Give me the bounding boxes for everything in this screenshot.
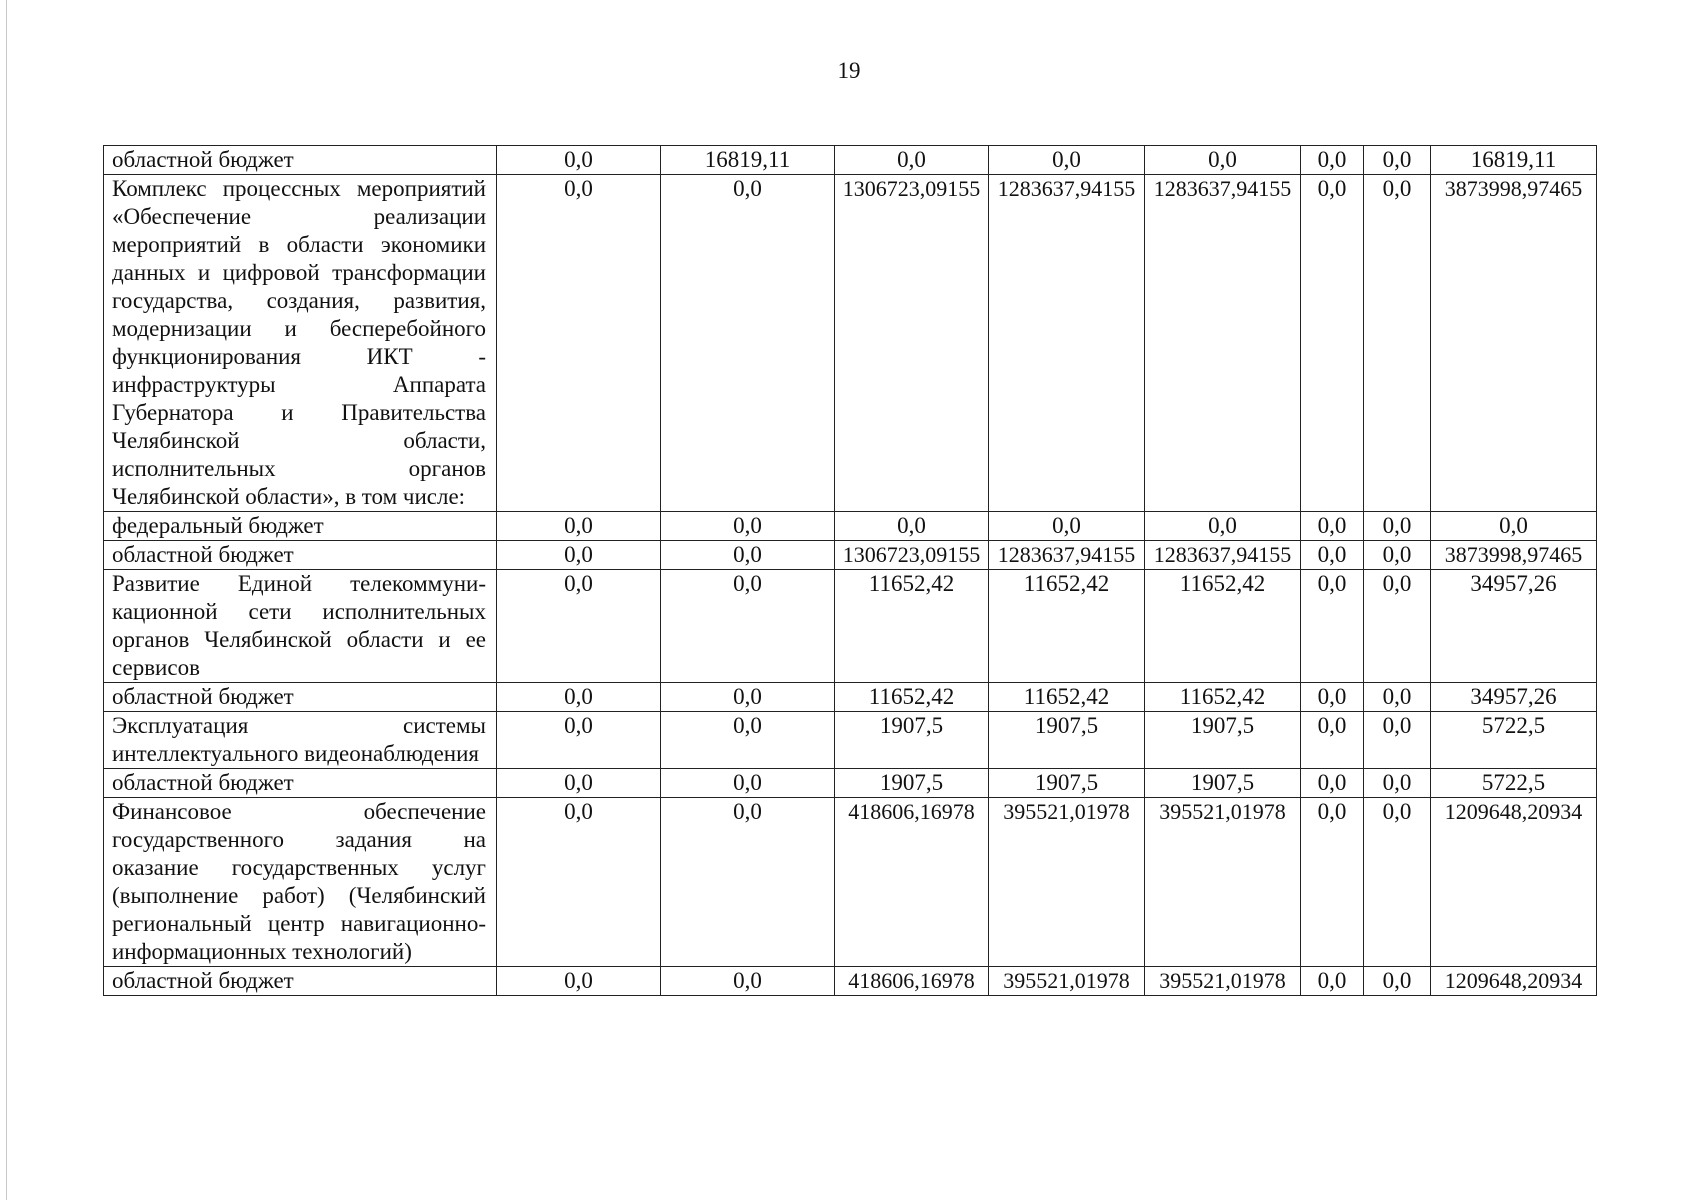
value-cell: 11652,42 (1145, 683, 1301, 712)
value-cell: 16819,11 (661, 146, 835, 175)
value-cell: 0,0 (497, 712, 661, 769)
table-row (104, 570, 1597, 683)
row-name: Финансовое обеспечение государственного задания на оказание государственных услуг (выполнение работ) (Челябинский региональный центр навигационно-информационных технологий) (104, 798, 497, 967)
value-cell: 0,0 (661, 541, 835, 570)
table-row (104, 541, 1597, 570)
value-cell: 0,0 (835, 512, 989, 541)
value-cell: 1283637,94155 (989, 541, 1145, 570)
value-cell: 0,0 (661, 570, 835, 683)
value-cell: 0,0 (1364, 175, 1431, 512)
value-cell: 1306723,09155 (835, 541, 989, 570)
row-name: Комплекс процессных мероприятий «Обеспечение реализации мероприятий в области экономики данных и цифровой трансформации государства, создания, развития, модернизации и бесперебойного функционирования ИКТ - инфраструктуры Аппарата Губернатора и Правительства Челябинской области, исполнительных органов Челябинской области», в том числе: (104, 175, 497, 512)
value-cell: 395521,01978 (989, 798, 1145, 967)
table-row (104, 967, 1597, 996)
value-cell: 1907,5 (989, 769, 1145, 798)
row-name: федеральный бюджет (104, 512, 497, 541)
value-cell: 0,0 (1301, 769, 1364, 798)
value-cell: 11652,42 (989, 683, 1145, 712)
value-cell: 1283637,94155 (1145, 175, 1301, 512)
value-cell: 0,0 (1301, 683, 1364, 712)
row-name: областной бюджет (104, 146, 497, 175)
value-cell: 0,0 (661, 712, 835, 769)
value-cell: 0,0 (835, 146, 989, 175)
value-cell: 1907,5 (835, 712, 989, 769)
table-row (104, 798, 1597, 967)
value-cell: 0,0 (1301, 146, 1364, 175)
value-cell: 0,0 (497, 512, 661, 541)
page-edge-line (6, 0, 7, 1200)
value-cell: 0,0 (661, 512, 835, 541)
value-cell: 0,0 (1364, 146, 1431, 175)
value-cell: 0,0 (1364, 541, 1431, 570)
table-row (104, 683, 1597, 712)
value-cell: 0,0 (661, 683, 835, 712)
value-cell: 0,0 (661, 967, 835, 996)
value-cell: 418606,16978 (835, 798, 989, 967)
value-cell: 0,0 (1364, 683, 1431, 712)
value-cell: 0,0 (989, 512, 1145, 541)
value-cell: 0,0 (497, 769, 661, 798)
value-cell: 0,0 (497, 683, 661, 712)
value-cell: 1283637,94155 (1145, 541, 1301, 570)
value-cell: 0,0 (1364, 769, 1431, 798)
table-row (104, 146, 1597, 175)
value-cell: 0,0 (497, 570, 661, 683)
total-cell: 3873998,97465 (1431, 175, 1597, 512)
row-name: областной бюджет (104, 541, 497, 570)
row-name: областной бюджет (104, 967, 497, 996)
value-cell: 1907,5 (835, 769, 989, 798)
value-cell: 418606,16978 (835, 967, 989, 996)
value-cell: 11652,42 (835, 683, 989, 712)
value-cell: 0,0 (497, 967, 661, 996)
value-cell: 0,0 (1364, 570, 1431, 683)
value-cell: 0,0 (1301, 541, 1364, 570)
total-cell: 1209648,20934 (1431, 798, 1597, 967)
value-cell: 11652,42 (835, 570, 989, 683)
value-cell: 1283637,94155 (989, 175, 1145, 512)
value-cell: 0,0 (497, 541, 661, 570)
value-cell: 0,0 (1364, 712, 1431, 769)
value-cell: 0,0 (497, 146, 661, 175)
value-cell: 0,0 (1145, 512, 1301, 541)
total-cell: 3873998,97465 (1431, 541, 1597, 570)
value-cell: 0,0 (661, 769, 835, 798)
value-cell: 0,0 (497, 798, 661, 967)
row-name: областной бюджет (104, 769, 497, 798)
value-cell: 0,0 (661, 798, 835, 967)
total-cell: 1209648,20934 (1431, 967, 1597, 996)
total-cell: 34957,26 (1431, 570, 1597, 683)
value-cell: 0,0 (497, 175, 661, 512)
value-cell: 395521,01978 (1145, 798, 1301, 967)
value-cell: 11652,42 (989, 570, 1145, 683)
table-row (104, 769, 1597, 798)
row-name: областной бюджет (104, 683, 497, 712)
row-name: Эксплуатация системы интеллектуального видеонаблюдения (104, 712, 497, 769)
row-name: Развитие Единой телекоммуни-кационной сети исполнительных органов Челябинской области и ее сервисов (104, 570, 497, 683)
page-number: 19 (837, 58, 861, 83)
value-cell: 0,0 (989, 146, 1145, 175)
value-cell: 0,0 (1301, 967, 1364, 996)
budget-table (103, 145, 1597, 996)
value-cell: 0,0 (1364, 798, 1431, 967)
table-row (104, 512, 1597, 541)
value-cell: 1907,5 (989, 712, 1145, 769)
value-cell: 0,0 (661, 175, 835, 512)
value-cell: 0,0 (1301, 712, 1364, 769)
value-cell: 1907,5 (1145, 712, 1301, 769)
value-cell: 395521,01978 (1145, 967, 1301, 996)
value-cell: 0,0 (1145, 146, 1301, 175)
total-cell: 0,0 (1431, 512, 1597, 541)
total-cell: 16819,11 (1431, 146, 1597, 175)
value-cell: 0,0 (1364, 512, 1431, 541)
value-cell: 0,0 (1364, 967, 1431, 996)
value-cell: 0,0 (1301, 512, 1364, 541)
total-cell: 5722,5 (1431, 712, 1597, 769)
value-cell: 1306723,09155 (835, 175, 989, 512)
total-cell: 34957,26 (1431, 683, 1597, 712)
value-cell: 395521,01978 (989, 967, 1145, 996)
table-row (104, 712, 1597, 769)
value-cell: 0,0 (1301, 570, 1364, 683)
value-cell: 0,0 (1301, 175, 1364, 512)
total-cell: 5722,5 (1431, 769, 1597, 798)
table-row (104, 175, 1597, 512)
value-cell: 0,0 (1301, 798, 1364, 967)
value-cell: 1907,5 (1145, 769, 1301, 798)
value-cell: 11652,42 (1145, 570, 1301, 683)
